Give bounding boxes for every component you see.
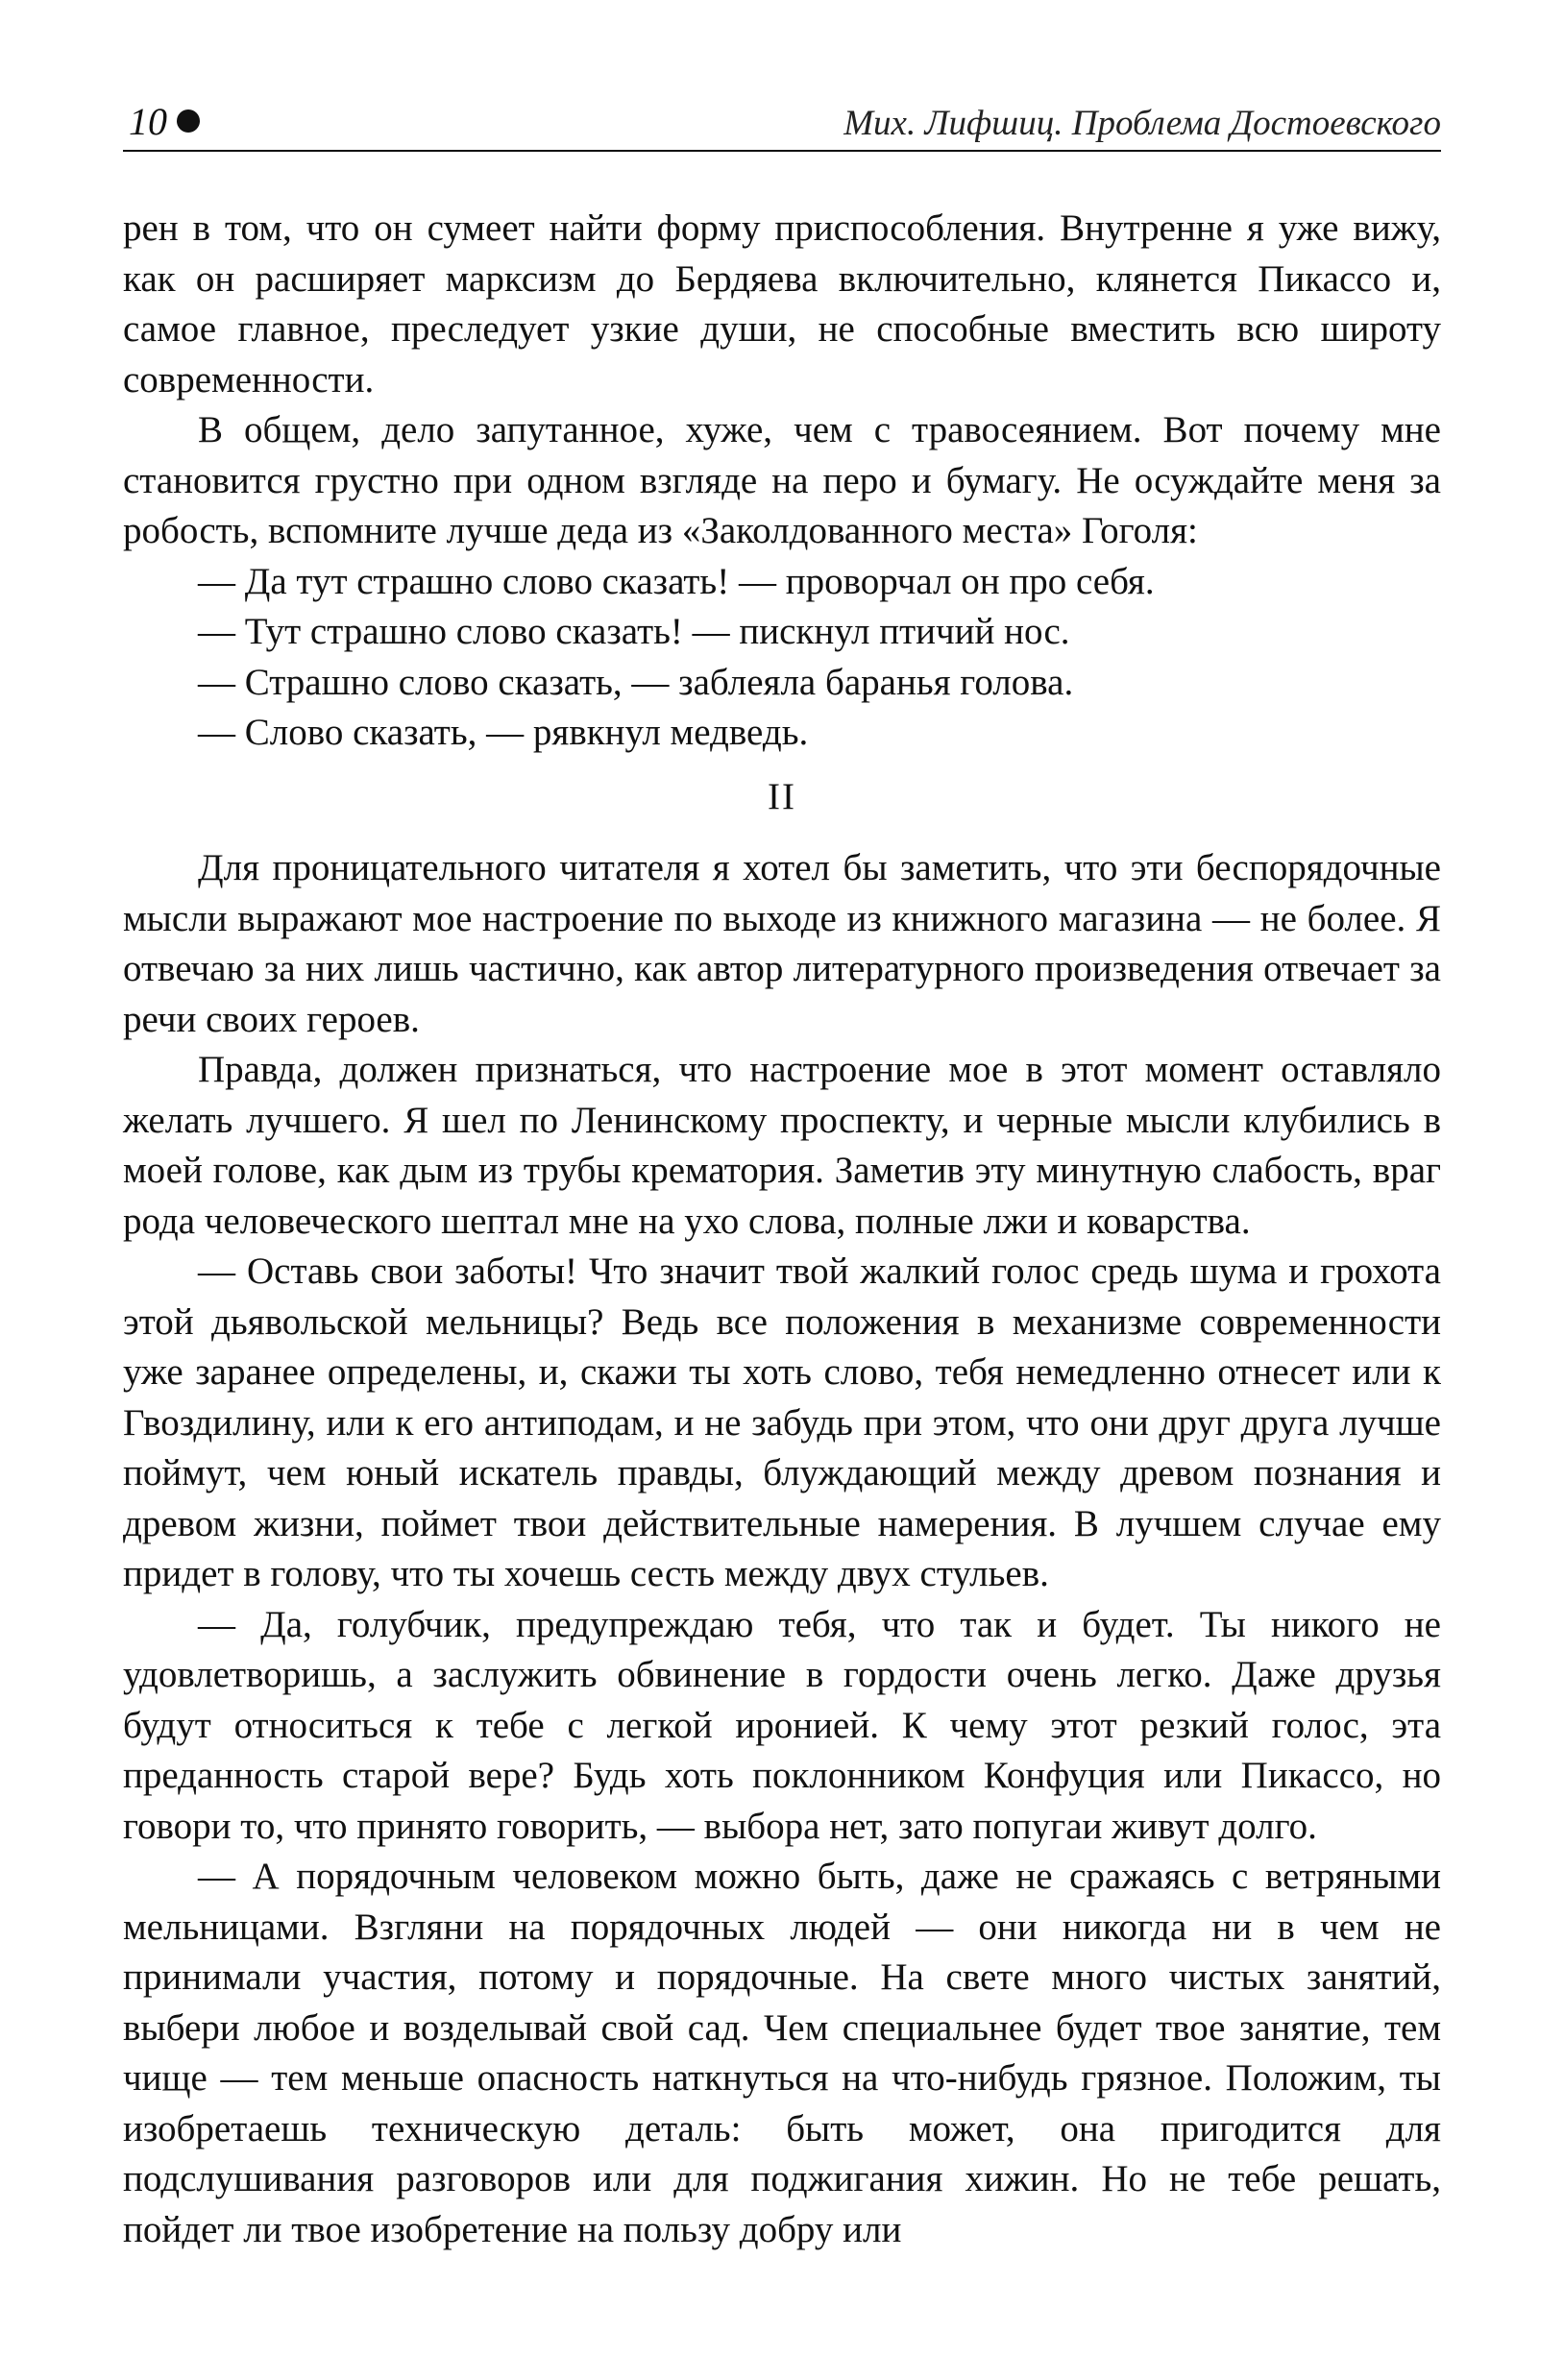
paragraph: В общем, дело запутанное, хуже, чем с травосеянием. Вот почему мне становится грустно при одном взгляде на перо и бумагу. Не осуждайте меня за робость, вспомните лучше деда из «Заколдованного места» Гоголя: bbox=[123, 409, 1441, 551]
paragraph: — Оставь свои заботы! Что значит твой жалкий голос средь шума и грохота этой дьявольской мельницы? Ведь все положения в механизме современности уже заранее определены, и, скажи ты хоть слово, тебя немедленно отнесет или к Гвоздилину, или к его антиподам, и не забудь при этом, что они друг друга лучше поймут, чем юный искатель правды, блуждающий между древом познания и древом жизни, поймет твои действительные намерения. В лучшем случае ему придет в голову, что ты хочешь сесть между двух стульев. bbox=[123, 1251, 1441, 1594]
paragraph: — Да, голубчик, предупреждаю тебя, что так и будет. Ты никого не удовлетворишь, а заслужить обвинение в гордости очень легко. Даже друзья будут относиться к тебе с легкой иронией. К чему этот резкий голос, эта преданность старой вере? Будь хоть поклонником Конфуция или Пикассо, но говори то, что принято говорить, — выбора нет, зато попугаи живут долго. bbox=[123, 1603, 1441, 1847]
section-heading: II bbox=[768, 775, 796, 817]
dialog-line: — Тут страшно слово сказать! — пискнул птичий нос. bbox=[198, 611, 1070, 652]
body-text bbox=[123, 204, 1441, 2255]
paragraph: — А порядочным человеком можно быть, даже не сражаясь с ветряными мельницами. Взгляни на порядочных людей — они никогда ни в чем не принимали участия, потому и порядочные. На свете много чистых занятий, выбери любое и возделывай свой сад. Чем специальнее будет твое занятие, тем чище — тем меньше опасность наткнуться на что-нибудь грязное. Положим, ты изобретаешь техническую деталь: быть может, она пригодится для подслушивания разговоров или для поджигания хижин. Но не тебе решать, пойдет ли твое изобретение на пользу добру или bbox=[123, 1856, 1441, 2250]
page-header bbox=[123, 96, 1441, 152]
paragraph: Для проницательного читателя я хотел бы заметить, что эти беспорядочные мысли выражают мое настроение по выходе из книжного магазина — не более. Я отвечаю за них лишь частично, как автор литературного произведения отвечает за речи своих героев. bbox=[123, 847, 1441, 1040]
dialog-line: — Страшно слово сказать, — заблеяла баранья голова. bbox=[198, 661, 1074, 703]
paragraph: Правда, должен признаться, что настроение мое в этот момент оставляло желать лучшего. Я шел по Ленинскому проспекту, и черные мысли клубились в моей голове, как дым из трубы крематория. Заметив эту минутную слабость, враг рода человеческого шептал мне на ухо слова, полные лжи и коварства. bbox=[123, 1049, 1441, 1242]
page-number: 10 bbox=[129, 100, 167, 143]
bullet-dot-icon bbox=[177, 109, 200, 133]
running-title: Мих. Лифшиц. Проблема Достоевского bbox=[843, 104, 1441, 143]
paragraph: рен в том, что он сумеет найти форму приспособления. Внутренне я уже вижу, как он расширяет марксизм до Бердяева включительно, клянется Пикассо и, самое главное, преследует узкие души, не способные вместить всю широту современности. bbox=[123, 207, 1441, 401]
dialog-line: — Слово сказать, — рявкнул медведь. bbox=[198, 712, 809, 753]
dialog-line: — Да тут страшно слово сказать! — проворчал он про себя. bbox=[198, 560, 1155, 602]
page-number-block bbox=[129, 100, 200, 144]
